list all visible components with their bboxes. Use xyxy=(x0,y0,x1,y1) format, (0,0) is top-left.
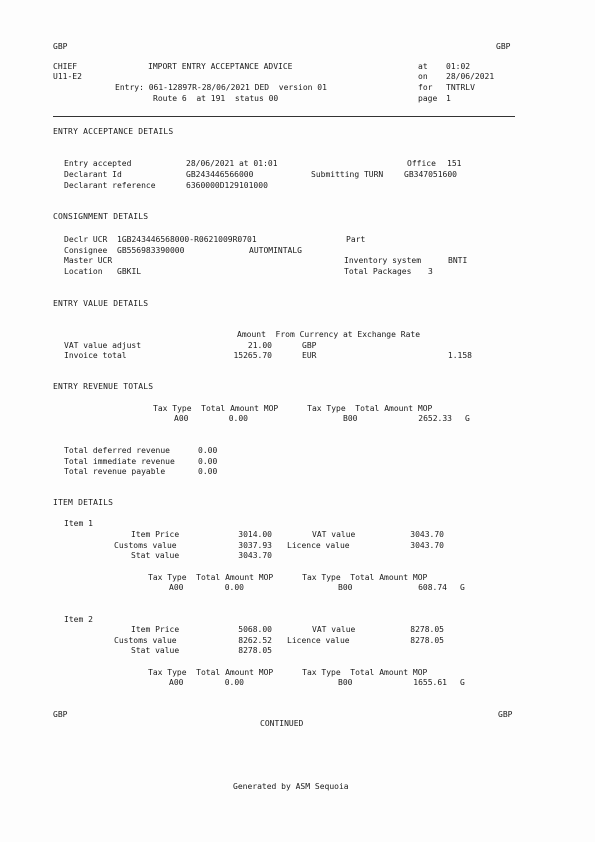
declr-ucr-value: 1GB243446568000-R0621009R0701 xyxy=(117,235,257,244)
exchange-rate: 1.158 xyxy=(447,351,472,360)
invoice-total-label: Invoice total xyxy=(64,351,127,360)
item-1-tax2-amount: 608.74 xyxy=(418,583,447,592)
at-value: 01:02 xyxy=(446,62,471,71)
item-1-tax-header: Tax Type Total Amount MOP Tax Type Total Amount MOP xyxy=(148,573,428,582)
item-1-licence-label: Licence value xyxy=(287,541,350,550)
location-value: GBKIL xyxy=(117,267,142,276)
item-2-tax2-amount: 1655.61 xyxy=(413,678,447,687)
entry-value-heading: ENTRY VALUE DETAILS xyxy=(53,299,149,308)
generated-by: Generated by ASM Sequoia xyxy=(233,782,349,791)
item-1-vat-value: 3043.70 xyxy=(410,530,444,539)
item-1-tax2-type: B00 xyxy=(338,583,353,592)
item-1-vat-label: VAT value xyxy=(312,530,356,539)
header-divider xyxy=(53,116,515,117)
item-2-price-label: Item Price xyxy=(131,625,180,634)
total-packages-value: 3 xyxy=(428,267,433,276)
for-label: for xyxy=(418,83,433,92)
item-1-customs-value: 3037.93 xyxy=(238,541,272,550)
deferred-revenue-label: Total deferred revenue xyxy=(64,446,170,455)
declr-ucr-label: Declr UCR xyxy=(64,235,108,244)
item-1-licence-value: 3043.70 xyxy=(410,541,444,550)
item-2-tax1-amount: 0.00 xyxy=(224,678,244,687)
revenue-tax2-amount: 2652.33 xyxy=(418,414,452,423)
page-label: page xyxy=(418,94,438,103)
for-value: TNTRLV xyxy=(446,83,475,92)
item-1-customs-label: Customs value xyxy=(114,541,177,550)
footer-currency-right: GBP xyxy=(498,710,513,719)
total-packages-label: Total Packages xyxy=(344,267,412,276)
item-2-vat-label: VAT value xyxy=(312,625,356,634)
entry-acceptance-heading: ENTRY ACCEPTANCE DETAILS xyxy=(53,127,174,136)
item-1-tax1-amount: 0.00 xyxy=(224,583,244,592)
immediate-revenue-value: 0.00 xyxy=(198,457,218,466)
entry-value-column-header: Amount From Currency at Exchange Rate xyxy=(237,330,421,339)
item-1-stat-label: Stat value xyxy=(131,551,180,560)
item-2-tax-header: Tax Type Total Amount MOP Tax Type Total Amount MOP xyxy=(148,668,428,677)
part-label: Part xyxy=(346,235,366,244)
revenue-heading: ENTRY REVENUE TOTALS xyxy=(53,382,154,391)
page-number: 1 xyxy=(446,94,451,103)
invoice-total-currency: EUR xyxy=(302,351,317,360)
declarant-reference-value: 6360000D129101000 xyxy=(186,181,268,190)
item-details-heading: ITEM DETAILS xyxy=(53,498,114,507)
revenue-payable-value: 0.00 xyxy=(198,467,218,476)
entry-line: Entry: 061-12897R-28/06/2021 DED version 01 xyxy=(115,83,327,92)
immediate-revenue-label: Total immediate revenue xyxy=(64,457,175,466)
deferred-revenue-value: 0.00 xyxy=(198,446,218,455)
at-label: at xyxy=(418,62,428,71)
item-1-label: Item 1 xyxy=(64,519,93,528)
revenue-tax2-mop: G xyxy=(465,414,470,423)
currency-right: GBP xyxy=(496,42,511,51)
vat-adjust-amount: 21.00 xyxy=(247,341,272,350)
revenue-tax1-amount: 0.00 xyxy=(228,414,248,423)
item-1-price-value: 3014.00 xyxy=(238,530,272,539)
declarant-id-value: GB243446566000 xyxy=(186,170,254,179)
item-1-tax2-mop: G xyxy=(460,583,465,592)
revenue-tax2-type: B00 xyxy=(343,414,358,423)
location-label: Location xyxy=(64,267,103,276)
master-ucr-label: Master UCR xyxy=(64,256,113,265)
revenue-tax1-type: A00 xyxy=(174,414,189,423)
item-2-tax2-type: B00 xyxy=(338,678,353,687)
revenue-column-header: Tax Type Total Amount MOP Tax Type Total Amount MOP xyxy=(153,404,433,413)
item-1-stat-value: 3043.70 xyxy=(238,551,272,560)
on-label: on xyxy=(418,72,428,81)
item-2-stat-value: 8278.05 xyxy=(238,646,272,655)
item-2-tax1-type: A00 xyxy=(169,678,184,687)
consignee-value: GB556983390000 xyxy=(117,246,185,255)
entry-accepted-label: Entry accepted xyxy=(64,159,132,168)
office-label: Office xyxy=(407,159,436,168)
submitting-turn-value: GB347051600 xyxy=(404,170,457,179)
consignee-status: AUTOMINTALG xyxy=(249,246,302,255)
item-2-tax2-mop: G xyxy=(460,678,465,687)
message-code: U11-E2 xyxy=(53,72,82,81)
item-2-vat-value: 8278.05 xyxy=(410,625,444,634)
invoice-total-amount: 15265.70 xyxy=(233,351,272,360)
item-2-customs-value: 8262.52 xyxy=(238,636,272,645)
item-2-price-value: 5068.00 xyxy=(238,625,272,634)
consignment-heading: CONSIGNMENT DETAILS xyxy=(53,212,149,221)
item-1-tax1-type: A00 xyxy=(169,583,184,592)
declarant-reference-label: Declarant reference xyxy=(64,181,156,190)
revenue-payable-label: Total revenue payable xyxy=(64,467,166,476)
submitting-turn-label: Submitting TURN xyxy=(311,170,384,179)
system-code: CHIEF xyxy=(53,62,78,71)
route-line: Route 6 at 191 status 00 xyxy=(153,94,279,103)
item-1-price-label: Item Price xyxy=(131,530,180,539)
continued-label: CONTINUED xyxy=(260,719,304,728)
vat-adjust-currency: GBP xyxy=(302,341,317,350)
office-value: 151 xyxy=(447,159,462,168)
item-2-licence-label: Licence value xyxy=(287,636,350,645)
entry-accepted-value: 28/06/2021 at 01:01 xyxy=(186,159,278,168)
vat-adjust-label: VAT value adjust xyxy=(64,341,142,350)
item-2-licence-value: 8278.05 xyxy=(410,636,444,645)
declarant-id-label: Declarant Id xyxy=(64,170,122,179)
inventory-system-value: BNTI xyxy=(448,256,468,265)
on-value: 28/06/2021 xyxy=(446,72,495,81)
consignee-label: Consignee xyxy=(64,246,108,255)
footer-currency-left: GBP xyxy=(53,710,68,719)
document-title: IMPORT ENTRY ACCEPTANCE ADVICE xyxy=(148,62,293,71)
item-2-customs-label: Customs value xyxy=(114,636,177,645)
currency-left: GBP xyxy=(53,42,68,51)
inventory-system-label: Inventory system xyxy=(344,256,422,265)
item-2-label: Item 2 xyxy=(64,615,93,624)
item-2-stat-label: Stat value xyxy=(131,646,180,655)
